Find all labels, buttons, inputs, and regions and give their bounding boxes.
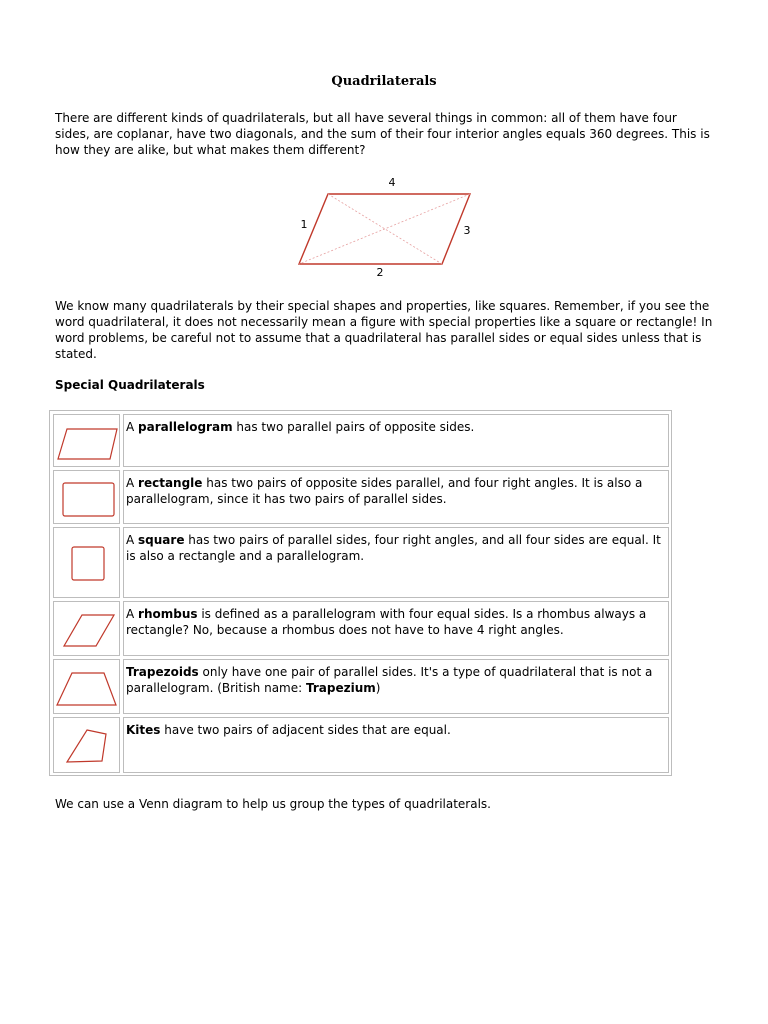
side-label-3: 3: [463, 224, 471, 237]
kite-description: Kites have two pairs of adjacent sides that are equal.: [123, 717, 669, 773]
quadrilateral-figure: [290, 170, 480, 282]
page-title: Quadrilaterals: [331, 74, 437, 89]
trapezoid-icon-cell: [53, 659, 120, 714]
term-trapezium: Trapezium: [306, 681, 376, 695]
square-description: A square has two pairs of parallel sides, four right angles, and all four sides are equal. It is also a rectangle and a parallelogram.: [123, 527, 669, 598]
term-trapezoids: Trapezoids: [126, 665, 199, 679]
kite-icon-cell: [53, 717, 120, 773]
rectangle-icon-cell: [53, 470, 120, 524]
quadrilateral-table: [49, 410, 672, 776]
term-parallelogram: parallelogram: [138, 420, 233, 434]
closing-paragraph: We can use a Venn diagram to help us group the types of quadrilaterals.: [55, 797, 491, 811]
trapezoid-description: Trapezoids only have one pair of parallel sides. It's a type of quadrilateral that is not a parallelogram. (British name: Trapezium): [123, 659, 669, 714]
parallelogram-icon: [54, 415, 121, 468]
intro-paragraph: There are different kinds of quadrilaterals, but all have several things in common: all of them have four sides, are coplanar, have two diagonals, and the sum of their four interior angles equals 360 degrees. This is how they are alike, but what makes them different?: [55, 111, 710, 157]
square-icon: [54, 528, 121, 599]
term-kites: Kites: [126, 723, 161, 737]
table-row-kite: [53, 717, 668, 773]
rhombus-icon-cell: [53, 601, 120, 656]
second-paragraph: We know many quadrilaterals by their special shapes and properties, like squares. Remember, if you see the word quadrilateral, it does not necessarily mean a figure with special properties like a square or rectangle! In word problems, be careful not to assume that a quadrilateral has parallel sides or equal sides unless that is stated.: [55, 299, 713, 361]
kite-icon: [54, 718, 121, 774]
table-row-parallelogram: [53, 414, 668, 467]
parallelogram-icon-cell: [53, 414, 120, 467]
table-row-trapezoid: [53, 659, 668, 714]
parallelogram-description: A parallelogram has two parallel pairs of opposite sides.: [123, 414, 669, 467]
table-row-square: [53, 527, 668, 598]
term-rhombus: rhombus: [138, 607, 198, 621]
rectangle-icon: [54, 471, 121, 525]
diagonal-2: [299, 194, 470, 264]
table-row-rectangle: [53, 470, 668, 524]
rhombus-icon: [54, 602, 121, 657]
table-row-rhombus: [53, 601, 668, 656]
diagonal-1: [328, 194, 442, 264]
trapezoid-icon: [54, 660, 121, 715]
side-label-4: 4: [388, 176, 396, 189]
square-icon-cell: [53, 527, 120, 598]
side-label-1: 1: [300, 218, 308, 231]
term-square: square: [138, 533, 185, 547]
term-rectangle: rectangle: [138, 476, 203, 490]
section-heading: Special Quadrilaterals: [55, 378, 205, 392]
rectangle-description: A rectangle has two pairs of opposite sides parallel, and four right angles. It is also a parallelogram, since it has two pairs of parallel sides.: [123, 470, 669, 524]
side-label-2: 2: [376, 266, 384, 279]
rhombus-description: A rhombus is defined as a parallelogram with four equal sides. Is a rhombus always a rectangle? No, because a rhombus does not have to have 4 right angles.: [123, 601, 669, 656]
